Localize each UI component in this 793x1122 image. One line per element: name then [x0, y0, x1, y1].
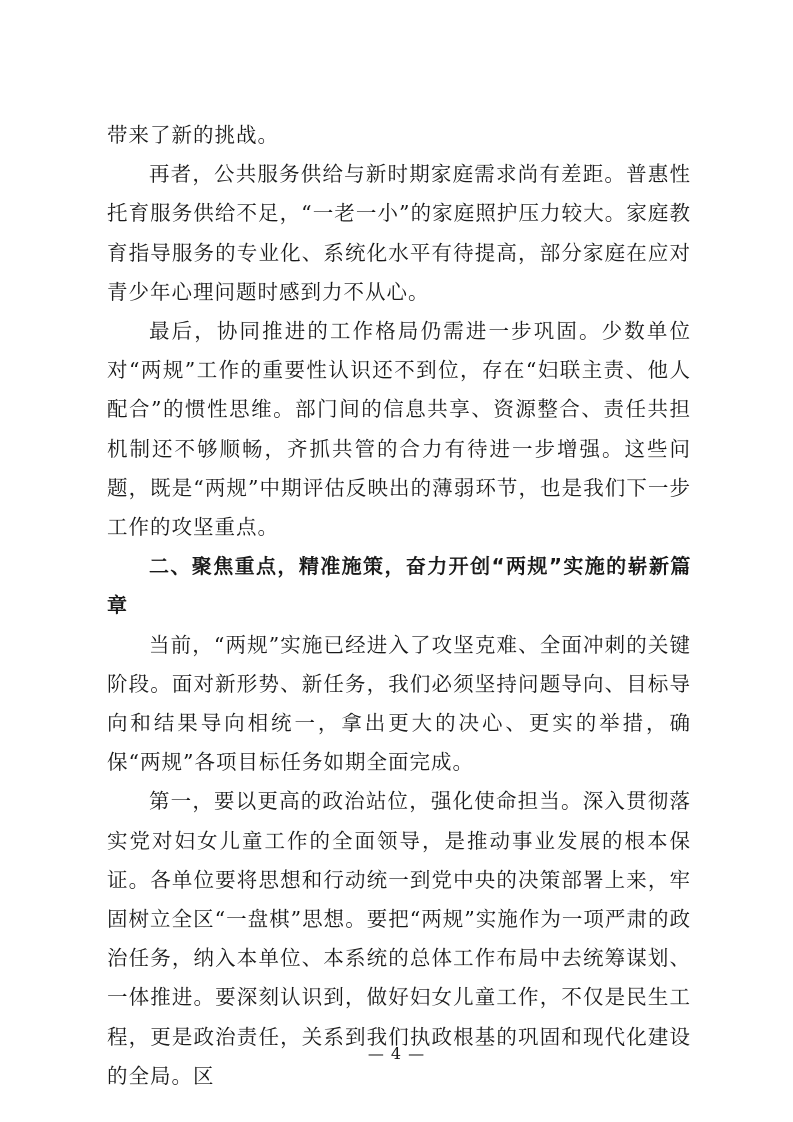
paragraph-continuation: 带来了新的挑战。 — [107, 123, 279, 147]
page-number: — 4 — — [367, 1044, 426, 1063]
section-heading: 二、聚焦重点，精准施策，奋力开创“两规”实施的崭新篇章 — [107, 554, 691, 618]
paragraph-first-point: 第一，要以更高的政治站位，强化使命担当。深入贯彻落实党对妇女儿童工作的全面领导，是推动事业发展的根本保证。各单位要将思想和行动统一到党中央的决策部署上来，牢固树立全区“一盘棋”思想。要把“两规”实施作为一项严肃的政治任务，纳入本单位、本系统的总体工作布局中去统筹谋划、一体推进。要深刻认识到，做好妇女儿童工作，不仅是民生工程，更是政治责任，关系到我们执政根基的巩固和现代化建设的全局。区 — [107, 789, 691, 1088]
paragraph-current-stage: 当前，“两规”实施已经进入了攻坚克难、全面冲刺的关键阶段。面对新形势、新任务，我们必须坚持问题导向、目标导向和结果导向相统一，拿出更大的决心、更实的举措，确保“两规”各项目标任务如期全面完成。 — [107, 632, 691, 775]
paragraph-public-services: 再者，公共服务供给与新时期家庭需求尚有差距。普惠性托育服务供给不足，“一老一小”的家庭照护压力较大。家庭教育指导服务的专业化、系统化水平有待提高，部分家庭在应对青少年心理问题时感到力不从心。 — [107, 162, 691, 304]
document-body — [107, 116, 691, 1096]
paragraph-coordination: 最后，协同推进的工作格局仍需进一步巩固。少数单位对“两规”工作的重要性认识还不到位，存在“妇联主责、他人配合”的惯性思维。部门间的信息共享、资源整合、责任共担机制还不够顺畅，齐抓共管的合力有待进一步增强。这些问题，既是“两规”中期评估反映出的薄弱环节，也是我们下一步工作的攻坚重点。 — [107, 319, 691, 540]
